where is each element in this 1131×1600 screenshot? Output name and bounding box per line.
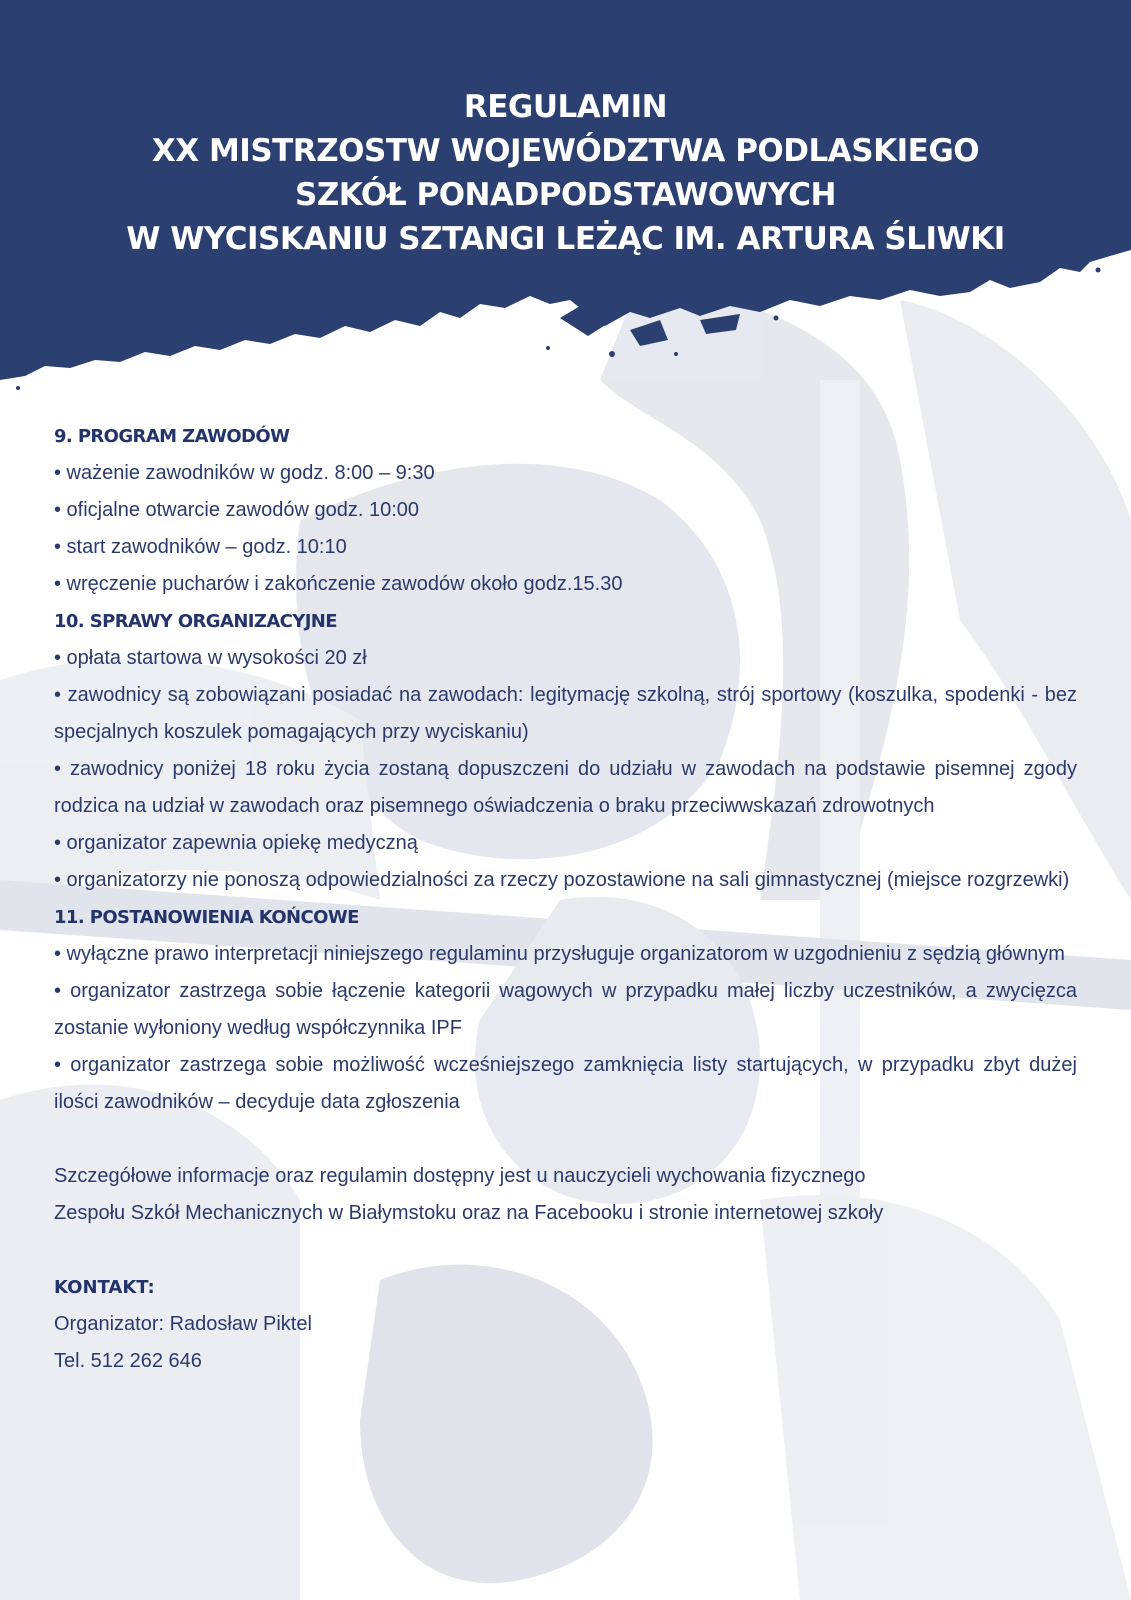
contact-organizer: Organizator: Radosław Piktel <box>54 1313 312 1335</box>
title-line-1: REGULAMIN <box>463 89 668 125</box>
info-line-2: Zespołu Szkół Mechanicznych w Białymstoku oraz na Facebooku i stronie internetowej szkoły <box>54 1202 884 1224</box>
list-item: • wręczenie pucharów i zakończenie zawodów około godz.15.30 <box>54 573 623 595</box>
document-title <box>0 85 1131 261</box>
regulations-content <box>54 418 1077 1380</box>
title-line-2: XX MISTRZOSTW WOJEWÓDZTWA PODLASKIEGO <box>151 133 980 169</box>
list-item: • opłata startowa w wysokości 20 zł <box>54 647 367 669</box>
contact-phone: Tel. 512 262 646 <box>54 1350 202 1372</box>
section-10-title: 10. SPRAWY ORGANIZACYJNE <box>54 611 337 632</box>
info-line-1: Szczegółowe informacje oraz regulamin dostępny jest u nauczycieli wychowania fizycznego <box>54 1165 866 1187</box>
section-9-title: 9. PROGRAM ZAWODÓW <box>54 426 290 447</box>
list-item: • ważenie zawodników w godz. 8:00 – 9:30 <box>54 462 435 484</box>
title-line-3: SZKÓŁ PONADPODSTAWOWYCH <box>295 177 836 213</box>
list-item: • wyłączne prawo interpretacji niniejszego regulaminu przysługuje organizatorom w uzgodnieniu z sędzią głównym <box>54 943 1065 965</box>
list-item: • zawodnicy są zobowiązani posiadać na zawodach: legitymację szkolną, strój sportowy (koszulka, spodenki - bez specjalnych koszulek pomagających przy wyciskaniu) <box>54 684 1077 743</box>
list-item: • organizator zastrzega sobie łączenie kategorii wagowych w przypadku małej liczby uczestników, a zwycięzca zostanie wyłoniony według współczynnika IPF <box>54 980 1077 1039</box>
list-item: • zawodnicy poniżej 18 roku życia zostaną dopuszczeni do udziału w zawodach na podstawie pisemnej zgody rodzica na udział w zawodach oraz pisemnego oświadczenia o braku przeciwwskazań zdrowotnych <box>54 758 1077 817</box>
section-11-title: 11. POSTANOWIENIA KOŃCOWE <box>54 907 359 928</box>
list-item: • organizator zapewnia opiekę medyczną <box>54 832 418 854</box>
title-line-4: W WYCISKANIU SZTANGI LEŻĄC IM. ARTURA ŚLIWKI <box>126 221 1005 257</box>
spacer <box>54 1121 1077 1158</box>
spacer <box>54 1232 1077 1269</box>
contact-title: KONTAKT: <box>54 1277 155 1298</box>
list-item: • organizatorzy nie ponoszą odpowiedzialności za rzeczy pozostawione na sali gimnastycznej (miejsce rozgrzewki) <box>54 869 1070 891</box>
list-item: • oficjalne otwarcie zawodów godz. 10:00 <box>54 499 419 521</box>
list-item: • organizator zastrzega sobie możliwość wcześniejszego zamknięcia listy startujących, w przypadku zbyt dużej ilości zawodników – decyduje data zgłoszenia <box>54 1054 1077 1113</box>
list-item: • start zawodników – godz. 10:10 <box>54 536 347 558</box>
